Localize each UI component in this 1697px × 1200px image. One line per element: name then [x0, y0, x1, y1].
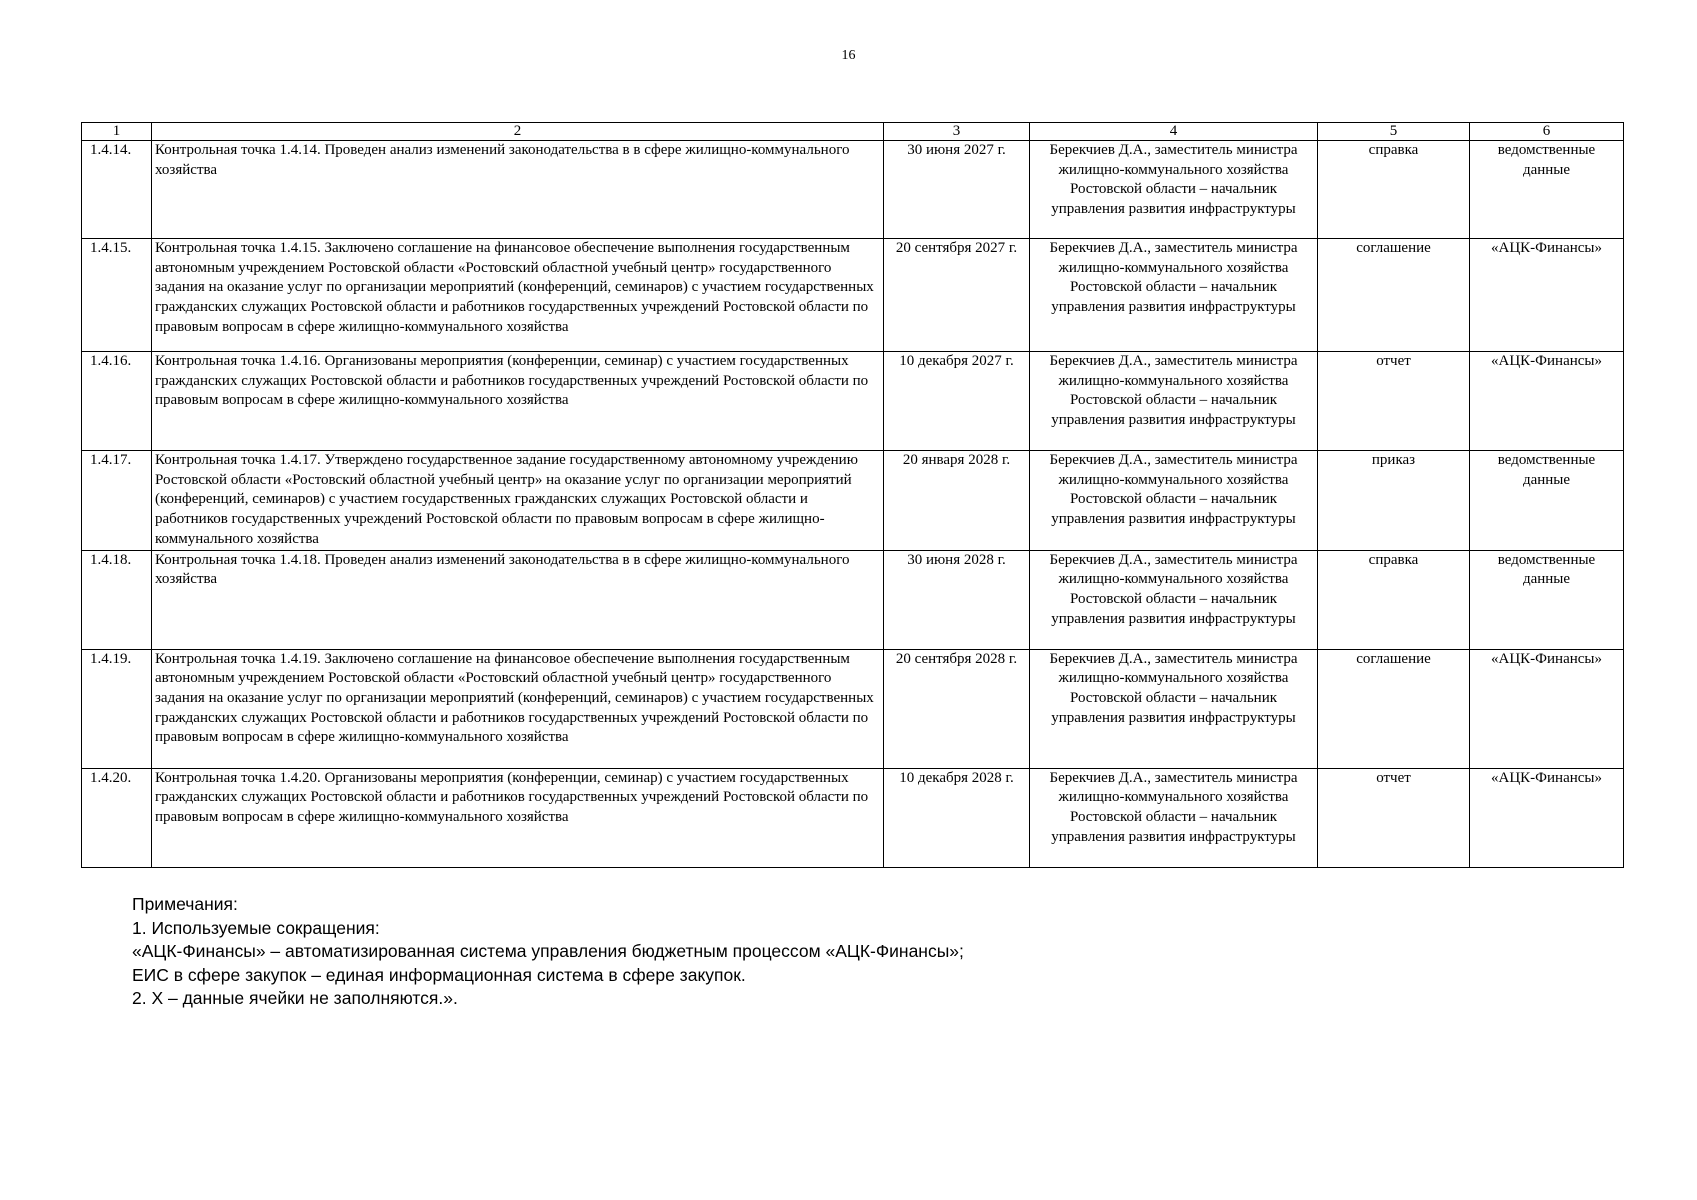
- row-number: 1.4.14.: [82, 141, 152, 239]
- table-row: [82, 451, 1624, 551]
- control-point-text: Контрольная точка 1.4.20. Организованы мероприятия (конференции, семинар) с участием государственных гражданских служащих Ростовской области и работников государственных учреждений Ростовской области по правовым вопросам в сфере жилищно-коммунального хозяйства: [152, 768, 884, 867]
- control-point-text: Контрольная точка 1.4.17. Утверждено государственное задание государственному автономному учреждению Ростовской области «Ростовский областной учебный центр» на оказание услуг по организации мероприятий (конференций, семинаров) с участием государственных гражданских служащих Ростовской области и работников государственных учреждений Ростовской области по правовым вопросам в сфере жилищно-коммунального хозяйства: [152, 451, 884, 551]
- responsible-person: Берекчиев Д.А., заместитель министра жилищно-коммунального хозяйства Ростовской области – начальник управления развития инфраструктуры: [1030, 141, 1318, 239]
- row-number: 1.4.17.: [82, 451, 152, 551]
- deadline-date: 10 декабря 2027 г.: [884, 352, 1030, 451]
- table-row: [82, 352, 1624, 451]
- row-number: 1.4.15.: [82, 239, 152, 352]
- row-number: 1.4.19.: [82, 649, 152, 768]
- column-header: 5: [1318, 123, 1470, 141]
- deadline-date: 30 июня 2027 г.: [884, 141, 1030, 239]
- responsible-person: Берекчиев Д.А., заместитель министра жилищно-коммунального хозяйства Ростовской области – начальник управления развития инфраструктуры: [1030, 550, 1318, 649]
- responsible-person: Берекчиев Д.А., заместитель министра жилищно-коммунального хозяйства Ростовской области – начальник управления развития инфраструктуры: [1030, 649, 1318, 768]
- control-points-table: [81, 122, 1624, 868]
- table-header-row: [82, 123, 1624, 141]
- responsible-person: Берекчиев Д.А., заместитель министра жилищно-коммунального хозяйства Ростовской области – начальник управления развития инфраструктуры: [1030, 352, 1318, 451]
- page-number: 16: [841, 48, 856, 63]
- row-number: 1.4.18.: [82, 550, 152, 649]
- note-line: ЕИС в сфере закупок – единая информационная система в сфере закупок.: [132, 964, 746, 985]
- note-line: «АЦК-Финансы» – автоматизированная система управления бюджетным процессом «АЦК-Финансы»;: [132, 941, 964, 961]
- info-source: «АЦК-Финансы»: [1470, 768, 1624, 867]
- responsible-person: Берекчиев Д.А., заместитель министра жилищно-коммунального хозяйства Ростовской области – начальник управления развития инфраструктуры: [1030, 768, 1318, 867]
- responsible-person: Берекчиев Д.А., заместитель министра жилищно-коммунального хозяйства Ростовской области – начальник управления развития инфраструктуры: [1030, 239, 1318, 352]
- table-row: [82, 141, 1624, 239]
- notes-title: Примечания:: [132, 894, 238, 914]
- column-header: 6: [1470, 123, 1624, 141]
- table-row: [82, 649, 1624, 768]
- document-type: отчет: [1318, 352, 1470, 451]
- control-point-text: Контрольная точка 1.4.14. Проведен анализ изменений законодательства в в сфере жилищно-коммунального хозяйства: [152, 141, 884, 239]
- info-source: «АЦК-Финансы»: [1470, 649, 1624, 768]
- document-type: справка: [1318, 141, 1470, 239]
- table-row: [82, 550, 1624, 649]
- deadline-date: 20 сентября 2027 г.: [884, 239, 1030, 352]
- column-header: 1: [82, 123, 152, 141]
- note-line: 1. Используемые сокращения:: [132, 917, 380, 938]
- row-number: 1.4.16.: [82, 352, 152, 451]
- control-point-text: Контрольная точка 1.4.15. Заключено соглашение на финансовое обеспечение выполнения государственным автономным учреждением Ростовской области «Ростовский областной учебный центр» государственного задания на оказание услуг по организации мероприятий (конференций, семинаров) с участием государственных гражданских служащих Ростовской области и работников государственных учреждений Ростовской области по правовым вопросам в сфере жилищно-коммунального хозяйства: [152, 239, 884, 352]
- column-header: 3: [884, 123, 1030, 141]
- document-type: соглашение: [1318, 239, 1470, 352]
- document-type: приказ: [1318, 451, 1470, 551]
- deadline-date: 20 января 2028 г.: [884, 451, 1030, 551]
- notes-section: [132, 893, 964, 1011]
- column-header: 4: [1030, 123, 1318, 141]
- deadline-date: 20 сентября 2028 г.: [884, 649, 1030, 768]
- control-point-text: Контрольная точка 1.4.18. Проведен анализ изменений законодательства в в сфере жилищно-коммунального хозяйства: [152, 550, 884, 649]
- info-source: «АЦК-Финансы»: [1470, 352, 1624, 451]
- control-point-text: Контрольная точка 1.4.19. Заключено соглашение на финансовое обеспечение выполнения государственным автономным учреждением Ростовской области «Ростовский областной учебный центр» государственного задания на оказание услуг по организации мероприятий (конференций, семинаров) с участием государственных гражданских служащих Ростовской области и работников государственных учреждений Ростовской области по правовым вопросам в сфере жилищно-коммунального хозяйства: [152, 649, 884, 768]
- document-type: соглашение: [1318, 649, 1470, 768]
- deadline-date: 30 июня 2028 г.: [884, 550, 1030, 649]
- row-number: 1.4.20.: [82, 768, 152, 867]
- column-header: 2: [152, 123, 884, 141]
- info-source: ведомственные данные: [1470, 550, 1624, 649]
- table-row: [82, 239, 1624, 352]
- document-type: справка: [1318, 550, 1470, 649]
- info-source: ведомственные данные: [1470, 141, 1624, 239]
- info-source: «АЦК-Финансы»: [1470, 239, 1624, 352]
- control-point-text: Контрольная точка 1.4.16. Организованы мероприятия (конференции, семинар) с участием государственных гражданских служащих Ростовской области и работников государственных учреждений Ростовской области по правовым вопросам в сфере жилищно-коммунального хозяйства: [152, 352, 884, 451]
- deadline-date: 10 декабря 2028 г.: [884, 768, 1030, 867]
- info-source: ведомственные данные: [1470, 451, 1624, 551]
- document-type: отчет: [1318, 768, 1470, 867]
- responsible-person: Берекчиев Д.А., заместитель министра жилищно-коммунального хозяйства Ростовской области – начальник управления развития инфраструктуры: [1030, 451, 1318, 551]
- table-row: [82, 768, 1624, 867]
- note-line: 2. Х – данные ячейки не заполняются.».: [132, 988, 458, 1008]
